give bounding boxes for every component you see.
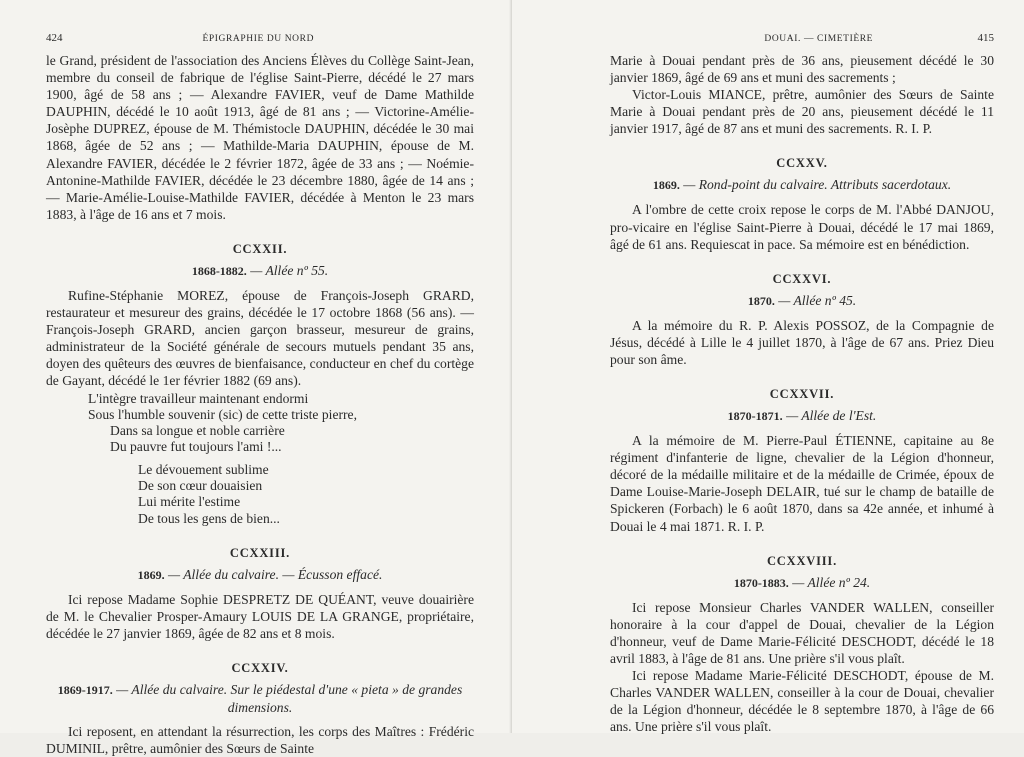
entry-subhead (610, 574, 994, 592)
entry-numeral: CCXXVIII. (766, 553, 838, 568)
entry-numeral: CCXXIV. (231, 661, 289, 676)
continuation-text: Victor-Louis MIANCE, prêtre, aumônier des Sœurs de Sainte Marie à Douai pendant près de 20 ans, pieusement décédé le 11 janvier 1917, âgé de 87 ans et muni des sacrements. R. I. P. (610, 87, 994, 137)
entry-text: Ici repose Madame Sophie DESPRETZ DE QUÉANT, veuve douairière de M. le Chevalier Prosper-Amaury LOUIS DE LA GRANGE, propriétaire, décédée le 27 janvier 1869, âgée de 82 ans et 8 mois. (46, 591, 474, 642)
entry-location: — Allée nº 45. (778, 292, 857, 308)
poem-line: Lui mérite l'estime (138, 494, 241, 510)
poem-line: Du pauvre fut toujours l'ami !... (110, 439, 282, 455)
entry-date: 1870-1883. (733, 575, 789, 590)
continuation-text: Marie à Douai pendant près de 36 ans, pieusement décédé le 30 janvier 1869, âgé de 69 ans et muni des sacrements ; (610, 53, 994, 86)
entry-location: — Allée nº 55. (250, 262, 329, 278)
entry-location: — Allée du calvaire. Sur le piédestal d'une « pieta » de grandes dimensions. (116, 682, 463, 716)
entry-numeral: CCXXII. (232, 241, 288, 256)
right-running-head: DOUAI. — CIMETIÈRE (764, 34, 874, 44)
entry-subhead (46, 262, 474, 280)
entry-location: — Rond-point du calvaire. Attributs sacerdotaux. (683, 177, 952, 193)
entry-ccxxiii (46, 544, 474, 642)
poem-line: Dans sa longue et noble carrière (110, 423, 285, 439)
entry-subhead (46, 681, 474, 716)
entry-date: 1870. (747, 293, 775, 308)
entry-text: A l'ombre de cette croix repose le corps de M. l'Abbé DANJOU, pro-vicaire en l'église Saint-Pierre à Douai, décédé le 17 mai 1869, âgé de 61 ans. Requiescat in pace. Sa mémoire est en bénédiction. (610, 202, 994, 252)
entry-text: A la mémoire de M. Pierre-Paul ÉTIENNE, capitaine au 8e régiment d'infanterie de ligne, chevalier de la Légion d'honneur, décoré de la médaille militaire et de la médaille de Crimée, époux de Dame Louise-Marie-Joseph DELAIR, tué sur le champ de bataille de Spickeren (Forbach) le 6 août 1870, dans sa 42e année, et inhumé à Douai le 4 mai 1871. R. I. P. (610, 433, 994, 534)
right-running-header (610, 30, 994, 52)
entry-text: Rufine-Stéphanie MOREZ, épouse de François-Joseph GRARD, restaurateur et mesureur des grains, décédée le 17 octobre 1868 (56 ans). — François-Joseph GRARD, ancien garçon brasseur, mesureur de grains, administrateur de la Société générale de secours mutuels pendant 35 ans, doyen des quêteurs des œuvres de bienfaisance, conducteur en chef du cortège de Gayant, décédé le 1er février 1882 (69 ans). (46, 287, 474, 389)
entry-subhead (610, 176, 994, 194)
entry-ccxxvii (610, 385, 994, 535)
entry-text-second: Ici repose Madame Marie-Félicité DESCHODT, épouse de M. Charles VANDER WALLEN, conseiller à la cour de Douai, chevalier de la Légion d'honneur, décédée le 8 septembre 1870, à l'âge de 66 ans. Une prière s'il vous plaît. (610, 667, 994, 735)
entry-date: 1868-1882. (191, 263, 247, 278)
epitaph-poem (46, 391, 474, 527)
poem-line: Le dévouement sublime (138, 461, 269, 477)
entry-location: — Allée du calvaire. — Écusson effacé. (167, 566, 383, 582)
entry-text: Ici repose Monsieur Charles VANDER WALLEN, conseiller honoraire à la cour d'appel de Douai, chevalier de la Légion d'honneur, veuf de Dame Marie-Félicité DESCHODT, décédé le 18 avril 1883, à l'âge de 81 ans. Une prière s'il vous plaît. (610, 599, 994, 666)
entry-date: 1870-1871. (727, 409, 783, 424)
entry-ccxxv (610, 154, 994, 252)
entry-text: Ici reposent, en attendant la résurrection, les corps des Maîtres : Frédéric DUMINIL, prêtre, aumônier des Sœurs de Sainte (46, 724, 474, 757)
entry-numeral: CCXXVI. (772, 271, 832, 286)
poem-line: De tous les gens de bien... (138, 510, 280, 526)
entry-ccxxiv (46, 659, 474, 757)
entry-numeral: CCXXVII. (769, 387, 835, 402)
entry-ccxxvi (610, 270, 994, 368)
left-intro-paragraph: le Grand, président de l'association des Anciens Élèves du Collège Saint-Jean, membre du conseil de fabrique de l'église Saint-Pierre, décédé le 27 mars 1900, âgé de 58 ans ; — Alexandre FAVIER, veuf de Dame Mathilde DAUPHIN, décédé le 10 août 1913, âgé de 81 ans ; — Victorine-Amélie-Josèphe DUPREZ, épouse de M. Thémistocle DAUPHIN, décédée le 30 mai 1868, âgée de 52 ans ; — Mathilde-Maria DAUPHIN, épouse de M. Alexandre FAVIER, décédée le 2 février 1872, âgée de 33 ans ; — Noémie-Antonine-Mathilde FAVIER, décédée le 23 décembre 1880, âgée de 14 ans ; — Marie-Amélie-Louise-Mathilde FAVIER, décédée à Menton le 23 mars 1883, à l'âge de 16 ans et 7 mois. (46, 53, 474, 222)
entry-ccxxii (46, 240, 474, 527)
left-running-header (46, 30, 474, 52)
entry-subhead (610, 292, 994, 310)
entry-ccxxviii (610, 552, 994, 736)
entry-date: 1869. (137, 567, 165, 582)
entry-subhead (610, 407, 994, 425)
entry-subhead (46, 566, 474, 584)
entry-numeral: CCXXV. (776, 156, 828, 171)
right-page-number: 415 (977, 32, 994, 44)
entry-date: 1869. (652, 178, 680, 193)
poem-line: Sous l'humble souvenir (sic) de cette triste pierre, (88, 406, 357, 422)
poem-line: De son cœur douaisien (138, 477, 263, 493)
entry-numeral: CCXXIII. (229, 545, 291, 560)
poem-line: L'intègre travailleur maintenant endormi (88, 390, 309, 406)
right-page (512, 0, 1024, 733)
entry-location: — Allée nº 24. (792, 574, 871, 590)
left-running-head: ÉPIGRAPHIE DU NORD (202, 34, 315, 44)
entry-text: A la mémoire du R. P. Alexis POSSOZ, de la Compagnie de Jésus, décédé à Lille le 4 juillet 1870, à l'âge de 67 ans. Priez Dieu pour son âme. (610, 317, 994, 367)
left-page-number: 424 (46, 32, 63, 44)
entry-date: 1869-1917. (57, 683, 113, 698)
entry-location: — Allée de l'Est. (786, 408, 877, 424)
